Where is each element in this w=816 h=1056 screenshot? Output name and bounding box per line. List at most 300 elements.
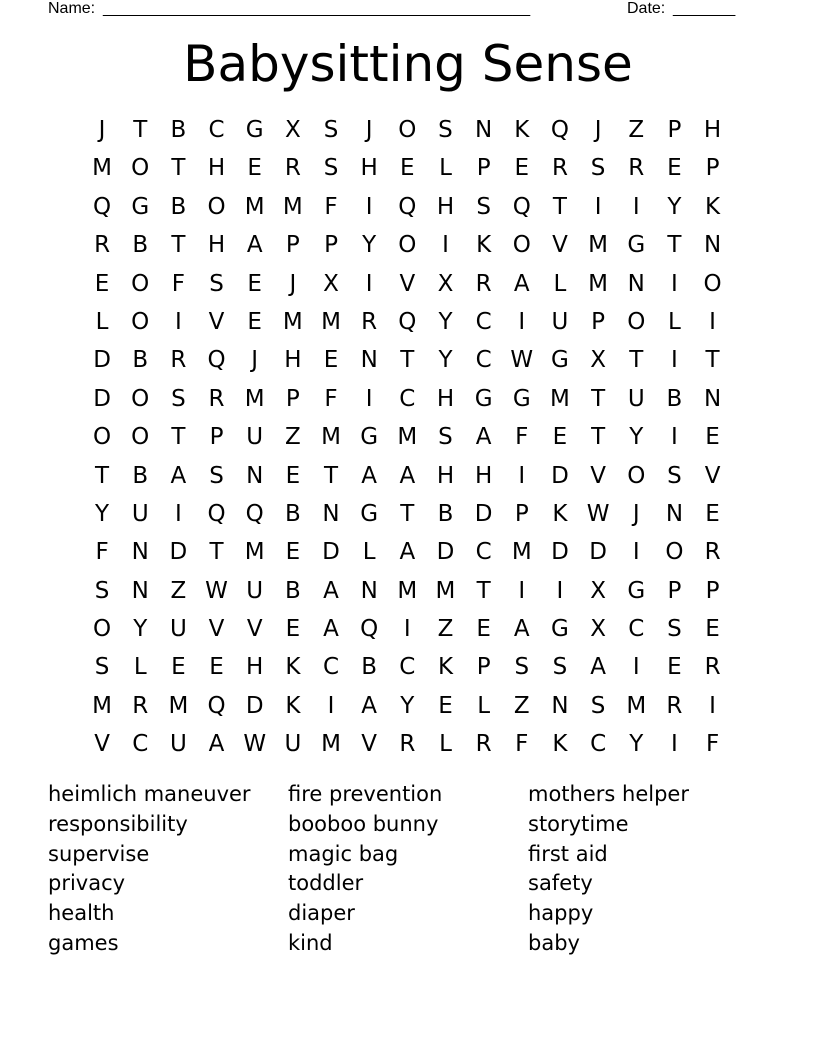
grid-letter[interactable]: S [209,462,224,489]
grid-letter[interactable]: N [665,500,684,527]
grid-letter[interactable]: Y [438,347,453,374]
grid-letter[interactable]: C [399,654,416,681]
grid-letter[interactable]: X [590,347,606,374]
grid-letter[interactable]: R [361,308,378,335]
grid-letter[interactable]: X [590,616,606,643]
grid-letter[interactable]: K [552,500,568,527]
grid-letter[interactable]: B [284,500,301,527]
grid-row [83,610,733,648]
grid-letter[interactable]: H [246,654,264,681]
grid-letter[interactable]: P [324,232,338,259]
grid-letter[interactable]: O [131,385,150,412]
grid-letter[interactable]: M [511,539,532,566]
grid-letter[interactable]: E [400,155,415,182]
grid-letter[interactable]: A [208,731,225,758]
grid-letter[interactable]: O [512,232,531,259]
grid-letter[interactable]: H [436,462,455,489]
grid-letter[interactable]: V [552,232,568,259]
grid-letter[interactable]: T [400,347,415,374]
grid-letter[interactable]: U [627,385,645,412]
grid-letter[interactable]: L [362,539,376,566]
grid-letter[interactable]: H [207,155,226,182]
grid-letter[interactable]: G [360,500,379,527]
grid-letter[interactable]: O [665,539,684,566]
grid-letter[interactable]: Q [207,500,226,527]
grid-letter[interactable]: Y [133,616,148,643]
grid-letter[interactable]: A [399,539,416,566]
grid-letter[interactable]: B [361,654,378,681]
grid-letter[interactable]: G [551,616,569,643]
grid-letter[interactable]: E [476,616,491,643]
grid-letter[interactable]: A [246,232,263,259]
grid-letter[interactable]: Q [93,193,112,220]
grid-letter[interactable]: P [285,232,300,259]
grid-letter[interactable]: V [361,731,378,758]
grid-letter[interactable]: I [671,424,678,451]
grid-letter[interactable]: M [588,270,609,297]
grid-letter[interactable]: Z [628,117,645,143]
grid-letter[interactable]: S [552,654,568,681]
name-field-line[interactable]: ________________________________________________ [103,0,531,17]
grid-letter[interactable]: T [133,117,148,143]
grid-row [83,226,733,264]
grid-letter[interactable]: E [285,616,301,643]
grid-letter[interactable]: B [132,347,149,374]
grid-letter[interactable]: A [323,616,339,643]
grid-letter[interactable]: O [207,193,226,220]
grid-letter[interactable]: K [552,731,568,758]
grid-letter[interactable]: G [627,232,646,259]
grid-letter[interactable]: Z [513,692,530,719]
grid-letter[interactable]: M [244,385,265,412]
grid-letter[interactable]: L [553,270,567,297]
grid-letter[interactable]: N [627,270,645,297]
grid-letter[interactable]: T [171,424,186,451]
grid-letter[interactable]: I [594,193,602,220]
grid-letter[interactable]: I [671,731,678,758]
grid-letter[interactable]: I [556,577,564,604]
grid-letter[interactable]: K [285,654,301,681]
grid-letter[interactable]: G [245,117,264,143]
grid-letter[interactable]: N [360,577,378,604]
grid-letter[interactable]: U [551,308,569,335]
grid-letter[interactable]: D [245,692,264,719]
grid-letter[interactable]: I [365,193,373,220]
grid-letter[interactable]: S [438,424,453,451]
grid-letter[interactable]: B [284,577,301,604]
grid-letter[interactable]: M [397,577,418,604]
grid-letter[interactable]: M [244,539,265,566]
grid-letter[interactable]: F [705,731,720,758]
grid-letter[interactable]: P [209,424,224,451]
grid-letter[interactable]: Y [629,424,644,451]
grid-letter[interactable]: C [322,654,340,681]
grid-letter[interactable]: B [437,500,454,527]
grid-letter[interactable]: Q [245,500,264,527]
grid-letter[interactable]: S [514,654,530,681]
grid-letter[interactable]: S [590,692,606,719]
grid-letter[interactable]: E [705,616,720,643]
grid-letter[interactable]: T [95,462,110,489]
grid-letter[interactable]: S [476,193,491,220]
grid-letter[interactable]: U [169,731,187,758]
grid-letter[interactable]: T [552,193,567,220]
grid-letter[interactable]: E [209,654,224,681]
grid-letter[interactable]: N [475,117,493,143]
grid-letter[interactable]: U [131,500,149,527]
grid-letter[interactable]: Q [360,616,379,643]
date-field-line[interactable]: _______ [673,0,736,17]
grid-letter[interactable]: S [438,117,453,143]
grid-letter[interactable]: R [132,692,149,719]
grid-letter[interactable]: U [246,577,264,604]
grid-letter[interactable]: S [94,577,110,604]
grid-letter[interactable]: T [476,577,491,604]
word-bank-item: diaper [288,901,355,926]
grid-letter[interactable]: M [626,692,647,719]
grid-letter[interactable]: E [667,654,682,681]
grid-letter[interactable]: X [323,270,339,297]
grid-letter[interactable]: W [205,577,228,604]
grid-letter[interactable]: A [513,616,530,643]
grid-letter[interactable]: R [628,155,645,182]
grid-letter[interactable]: J [251,347,259,374]
grid-letter[interactable]: C [208,117,225,143]
grid-letter[interactable]: S [667,616,682,643]
grid-letter[interactable]: A [170,462,187,489]
grid-letter[interactable]: S [667,462,682,489]
grid-letter[interactable]: G [551,347,569,374]
grid-letter[interactable]: Y [438,308,453,335]
grid-letter[interactable]: M [321,424,341,451]
grid-letter[interactable]: I [518,462,526,489]
grid-letter[interactable]: A [361,692,378,719]
grid-letter[interactable]: H [284,347,302,374]
grid-letter[interactable]: N [360,347,378,374]
grid-letter[interactable]: C [628,616,645,643]
grid-letter[interactable]: E [552,424,568,451]
grid-letter[interactable]: U [246,424,264,451]
grid-letter[interactable]: T [629,347,644,374]
grid-letter[interactable]: R [170,347,187,374]
grid-letter[interactable]: E [285,462,301,489]
grid-letter[interactable]: M [92,692,112,719]
grid-letter[interactable]: I [709,308,716,335]
grid-row [83,687,733,725]
grid-letter[interactable]: M [321,731,341,758]
grid-letter[interactable]: K [437,654,454,681]
grid-letter[interactable]: N [703,385,722,412]
grid-letter[interactable]: H [436,193,455,220]
grid-letter[interactable]: Q [207,692,226,719]
grid-letter[interactable]: T [323,462,339,489]
grid-letter[interactable]: X [437,270,454,297]
grid-letter[interactable]: E [94,270,110,297]
grid-letter[interactable]: Q [207,347,226,374]
grid-letter[interactable]: Y [400,692,415,719]
grid-letter[interactable]: H [474,462,493,489]
grid-letter[interactable]: M [321,308,341,335]
grid-letter[interactable]: M [550,385,570,412]
grid-letter[interactable]: R [666,692,683,719]
grid-letter[interactable]: J [289,270,297,297]
grid-letter[interactable]: I [632,193,640,220]
grid-letter[interactable]: I [327,692,335,719]
grid-letter[interactable]: N [131,577,149,604]
grid-letter[interactable]: M [397,424,418,451]
grid-letter[interactable]: T [400,500,415,527]
grid-letter[interactable]: Z [437,616,454,643]
grid-letter[interactable]: T [667,232,682,259]
grid-letter[interactable]: O [131,308,150,335]
grid-letter[interactable]: Z [170,577,187,604]
grid-letter[interactable]: L [133,654,147,681]
grid-letter[interactable]: O [131,424,150,451]
grid-letter[interactable]: C [475,308,492,335]
grid-letter[interactable]: E [705,424,720,451]
grid-letter[interactable]: L [439,155,452,182]
grid-letter[interactable]: M [244,193,265,220]
grid-letter[interactable]: N [246,462,264,489]
grid-letter[interactable]: O [398,232,417,259]
word-bank-column [48,780,288,959]
grid-letter[interactable]: S [94,654,110,681]
grid-letter[interactable]: J [98,117,106,143]
grid-letter[interactable]: C [475,539,492,566]
grid-letter[interactable]: H [703,117,722,143]
grid-letter[interactable]: S [590,155,606,182]
grid-letter[interactable]: M [92,155,112,182]
grid-letter[interactable]: E [247,155,262,182]
grid-letter[interactable]: F [515,424,529,451]
grid-letter[interactable]: O [93,616,112,643]
grid-letter[interactable]: C [475,347,492,374]
grid-letter[interactable]: E [285,539,301,566]
grid-letter[interactable]: I [174,308,182,335]
grid-letter[interactable]: E [171,654,186,681]
grid-letter[interactable]: I [632,654,640,681]
grid-letter[interactable]: X [590,577,606,604]
grid-letter[interactable]: D [93,347,111,374]
grid-letter[interactable]: Z [284,424,301,451]
grid-letter[interactable]: E [667,155,682,182]
grid-letter[interactable]: R [284,155,301,182]
grid-letter[interactable]: Y [95,500,110,527]
grid-letter[interactable]: A [399,462,416,489]
grid-letter[interactable]: T [705,347,720,374]
grid-letter[interactable]: I [442,232,449,259]
grid-letter[interactable]: F [515,731,529,758]
grid-letter[interactable]: V [590,462,606,489]
grid-letter[interactable]: J [632,500,640,527]
grid-letter[interactable]: S [209,270,224,297]
grid-letter[interactable]: Q [512,193,531,220]
grid-letter[interactable]: V [208,616,225,643]
grid-letter[interactable]: N [322,500,340,527]
grid-letter[interactable]: H [207,232,226,259]
grid-letter[interactable]: X [284,117,301,143]
grid-letter[interactable]: T [209,539,224,566]
grid-letter[interactable]: L [95,308,109,335]
grid-letter[interactable]: I [632,539,640,566]
grid-letter[interactable]: B [170,193,187,220]
grid-letter[interactable]: C [399,385,416,412]
grid-letter[interactable]: R [399,731,416,758]
grid-letter[interactable]: I [671,347,678,374]
grid-letter[interactable]: Y [362,232,377,259]
grid-row [83,380,733,418]
grid-letter[interactable]: P [476,155,491,182]
word-bank-item: privacy [48,871,126,896]
grid-letter[interactable]: K [705,193,721,220]
grid-letter[interactable]: L [668,308,681,335]
grid-letter[interactable]: D [93,385,111,412]
grid-letter[interactable]: H [436,385,455,412]
grid-letter[interactable]: A [323,577,339,604]
grid-letter[interactable]: B [170,117,187,143]
grid-letter[interactable]: U [284,731,302,758]
grid-letter[interactable]: V [208,308,225,335]
grid-letter[interactable]: M [282,308,303,335]
grid-letter[interactable]: V [246,616,263,643]
grid-letter[interactable]: E [438,692,453,719]
grid-letter[interactable]: S [323,117,339,143]
grid-letter[interactable]: R [94,232,111,259]
grid-letter[interactable]: V [94,731,110,758]
grid-letter[interactable]: N [131,539,149,566]
grid-letter[interactable]: F [95,539,109,566]
grid-letter[interactable]: B [666,385,683,412]
grid-letter[interactable]: M [435,577,456,604]
grid-letter[interactable]: A [590,654,606,681]
grid-letter[interactable]: D [589,539,607,566]
grid-letter[interactable]: B [132,232,149,259]
grid-letter[interactable]: W [243,731,267,758]
grid-letter[interactable]: W [510,347,534,374]
grid-letter[interactable]: I [174,500,182,527]
grid-letter[interactable]: Q [550,117,569,143]
grid-letter[interactable]: L [477,692,491,719]
grid-letter[interactable]: A [475,424,492,451]
grid-letter[interactable]: I [365,385,373,412]
grid-letter[interactable]: W [586,500,610,527]
grid-letter[interactable]: O [703,270,722,297]
grid-letter[interactable]: D [436,539,455,566]
grid-letter[interactable]: B [132,462,149,489]
grid-letter[interactable]: C [132,731,149,758]
grid-letter[interactable]: R [475,731,492,758]
grid-letter[interactable]: D [169,539,188,566]
grid-letter[interactable]: O [398,117,417,143]
grid-letter[interactable]: P [591,308,606,335]
grid-letter[interactable]: G [627,577,646,604]
grid-letter[interactable]: V [704,462,721,489]
grid-letter[interactable]: H [360,155,378,182]
grid-letter[interactable]: O [131,155,150,182]
grid-letter[interactable]: Y [629,731,644,758]
grid-letter[interactable]: J [594,117,602,143]
grid-letter[interactable]: A [361,462,378,489]
grid-letter[interactable]: O [627,462,646,489]
grid-letter[interactable]: I [709,692,716,719]
grid-letter[interactable]: P [514,500,529,527]
grid-letter[interactable]: P [285,385,300,412]
grid-letter[interactable]: K [514,117,530,143]
grid-letter[interactable]: S [323,155,339,182]
grid-letter[interactable]: I [671,270,678,297]
grid-letter[interactable]: D [322,539,340,566]
grid-letter[interactable]: T [171,155,186,182]
grid-letter[interactable]: O [93,424,112,451]
grid-letter[interactable]: I [365,270,373,297]
grid-letter[interactable]: E [247,270,262,297]
grid-letter[interactable]: D [551,462,569,489]
worksheet-header [48,0,748,20]
grid-letter[interactable]: N [551,692,569,719]
grid-letter[interactable]: G [512,385,531,412]
grid-letter[interactable]: I [403,616,411,643]
grid-letter[interactable]: R [704,539,721,566]
grid-letter[interactable]: E [247,308,262,335]
grid-letter[interactable]: D [474,500,493,527]
grid-letter[interactable]: M [588,232,609,259]
grid-letter[interactable]: P [667,117,682,143]
grid-letter[interactable]: M [282,193,303,220]
grid-letter[interactable]: R [551,155,568,182]
grid-letter[interactable]: I [518,308,526,335]
grid-letter[interactable]: K [285,692,301,719]
grid-letter[interactable]: K [476,232,492,259]
grid-letter[interactable]: J [365,117,373,143]
grid-letter[interactable]: F [324,385,338,412]
grid-letter[interactable]: E [514,155,530,182]
grid-letter[interactable]: C [590,731,607,758]
grid-letter[interactable]: R [475,270,492,297]
grid-letter[interactable]: L [439,731,452,758]
grid-letter[interactable]: Q [398,308,417,335]
grid-letter[interactable]: G [474,385,493,412]
grid-letter[interactable]: O [627,308,646,335]
grid-letter[interactable]: P [705,577,720,604]
grid-letter[interactable]: G [360,424,379,451]
grid-letter[interactable]: P [667,577,682,604]
grid-letter[interactable]: O [131,270,150,297]
grid-letter[interactable]: S [171,385,186,412]
grid-letter[interactable]: R [208,385,225,412]
grid-letter[interactable]: P [705,155,720,182]
grid-letter[interactable]: F [324,193,338,220]
grid-letter[interactable]: T [171,232,186,259]
grid-letter[interactable]: T [591,424,606,451]
grid-letter[interactable]: R [704,654,721,681]
grid-letter[interactable]: N [703,232,722,259]
grid-letter[interactable]: T [591,385,606,412]
grid-letter[interactable]: M [168,692,189,719]
grid-letter[interactable]: Q [398,193,417,220]
grid-letter[interactable]: E [705,500,720,527]
grid-letter[interactable]: Y [667,193,682,220]
grid-letter[interactable]: V [399,270,416,297]
grid-letter[interactable]: I [518,577,526,604]
grid-letter[interactable]: A [513,270,530,297]
puzzle-title: Babysitting Sense [183,35,633,93]
grid-letter[interactable]: U [169,616,187,643]
grid-letter[interactable]: P [476,654,491,681]
grid-letter[interactable]: D [551,539,569,566]
grid-letter[interactable]: F [171,270,185,297]
grid-letter[interactable]: G [131,193,150,220]
grid-letter[interactable]: E [323,347,339,374]
